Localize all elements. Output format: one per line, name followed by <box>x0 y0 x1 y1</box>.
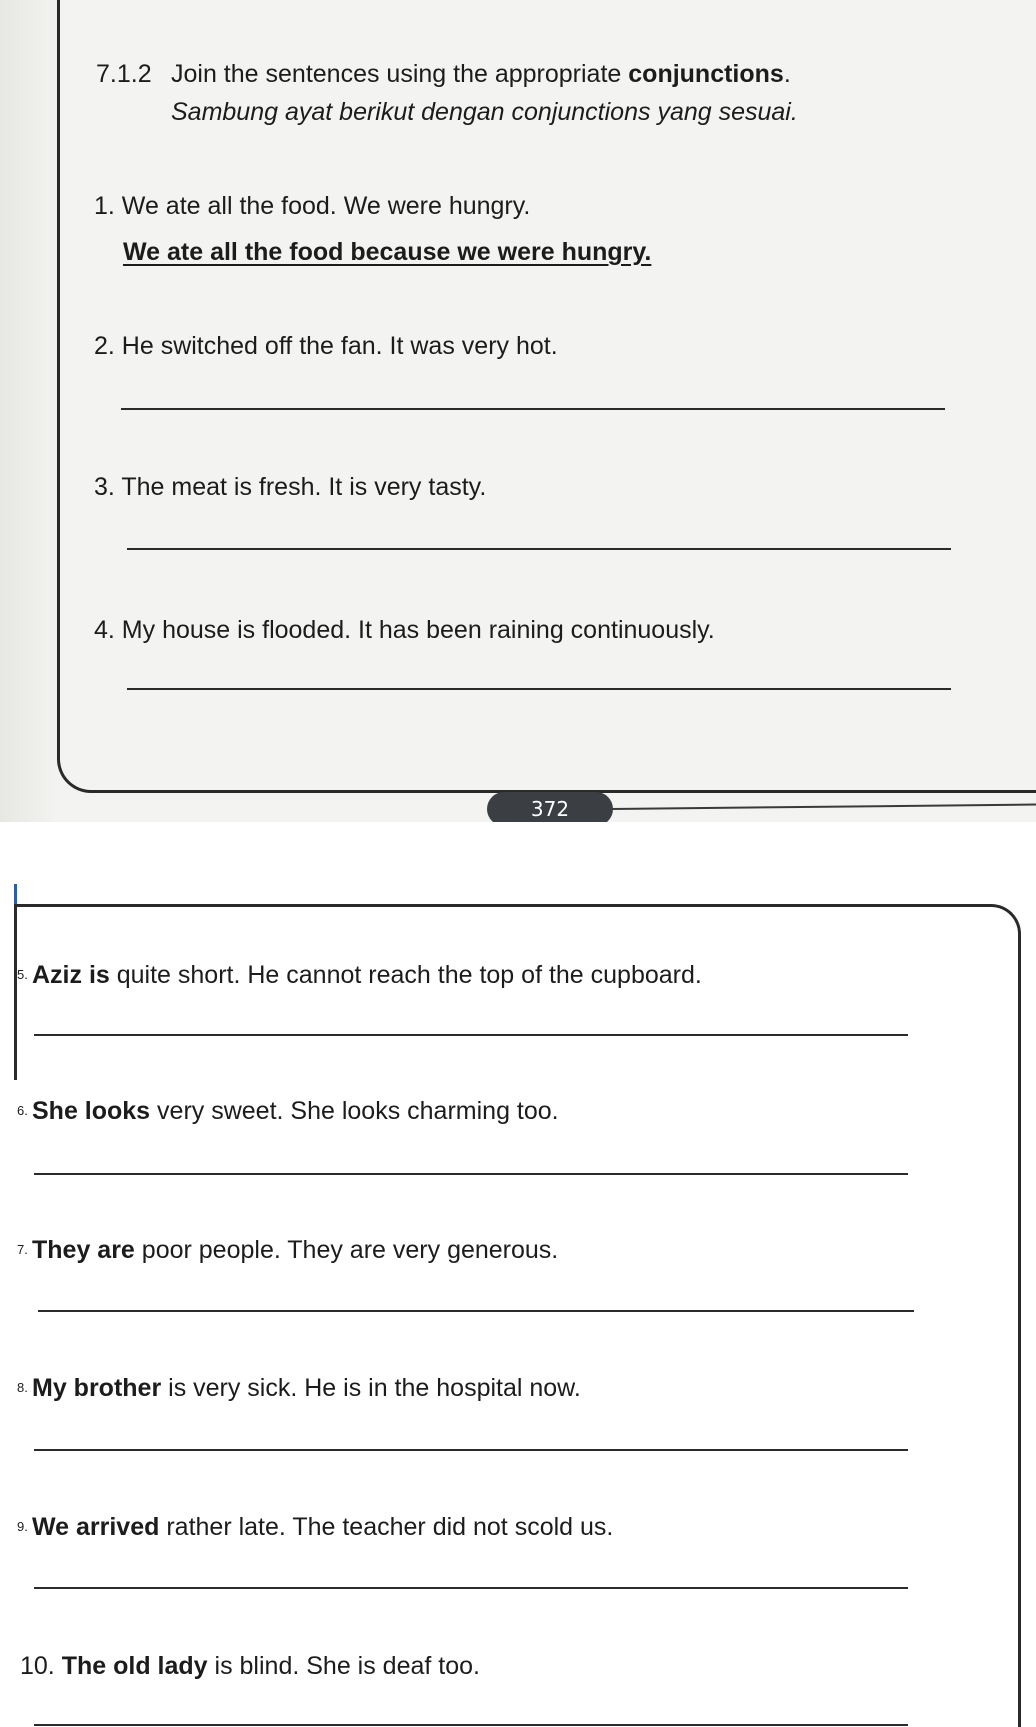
question-10 <box>20 1650 480 1682</box>
question-number: 9. <box>17 1519 28 1534</box>
page-number-badge: 372 <box>487 792 613 822</box>
question-lead: They are <box>32 1236 135 1264</box>
question-2: 2. He switched off the fan. It was very hot. <box>94 332 558 360</box>
question-lead: She looks <box>32 1097 151 1125</box>
question-9 <box>17 1511 614 1543</box>
answer-1-example: We ate all the food because we were hungry. <box>123 238 652 266</box>
question-7 <box>17 1234 559 1266</box>
exercise-instruction: Join the sentences using the appropriate <box>171 60 629 88</box>
answer-line-6[interactable] <box>34 1173 908 1175</box>
question-number: 5. <box>17 967 28 982</box>
exercise-heading <box>96 58 791 90</box>
question-1: 1. We ate all the food. We were hungry. <box>94 192 531 220</box>
page-gap <box>0 822 1036 884</box>
question-6 <box>17 1095 559 1127</box>
question-lead: The old lady <box>61 1652 208 1680</box>
page-edge-shadow <box>0 0 60 822</box>
question-text: poor people. They are very generous. <box>134 1236 559 1264</box>
worksheet-page-continued <box>0 884 1036 1727</box>
worksheet-page-372 <box>0 0 1036 822</box>
question-text: rather late. The teacher did not scold us. <box>159 1513 614 1541</box>
question-text: is blind. She is deaf too. <box>207 1652 480 1680</box>
answer-line-4[interactable] <box>127 688 951 690</box>
question-3: 3. The meat is fresh. It is very tasty. <box>94 473 487 501</box>
question-lead: My brother <box>32 1374 162 1402</box>
answer-line-5[interactable] <box>34 1034 908 1036</box>
answer-line-2[interactable] <box>121 408 945 410</box>
page-edge-marker <box>14 884 17 906</box>
question-number: 8. <box>17 1380 28 1395</box>
answer-line-9[interactable] <box>34 1587 908 1589</box>
question-4: 4. My house is flooded. It has been raining continuously. <box>94 616 715 644</box>
question-number: 10. <box>20 1652 55 1680</box>
answer-line-3[interactable] <box>127 548 951 550</box>
answer-line-8[interactable] <box>34 1449 908 1451</box>
question-text: very sweet. She looks charming too. <box>150 1097 559 1125</box>
question-text: is very sick. He is in the hospital now. <box>161 1374 581 1402</box>
question-number: 7. <box>17 1242 28 1257</box>
question-text: quite short. He cannot reach the top of the cupboard. <box>109 961 702 989</box>
answer-line-10[interactable] <box>34 1724 908 1726</box>
question-number: 6. <box>17 1103 28 1118</box>
exercise-number: 7.1.2 <box>96 60 152 88</box>
page-border-frame <box>14 904 1021 1727</box>
exercise-keyword: conjunctions <box>628 60 784 88</box>
page-border-line <box>610 803 1036 810</box>
answer-line-7[interactable] <box>38 1310 914 1312</box>
question-8 <box>17 1372 581 1404</box>
exercise-instruction-end: . <box>783 60 791 88</box>
question-lead: Aziz is <box>32 961 110 989</box>
exercise-instruction-malay: Sambung ayat berikut dengan conjunctions yang sesuai. <box>171 98 798 126</box>
question-lead: We arrived <box>32 1513 160 1541</box>
question-5 <box>17 959 702 991</box>
